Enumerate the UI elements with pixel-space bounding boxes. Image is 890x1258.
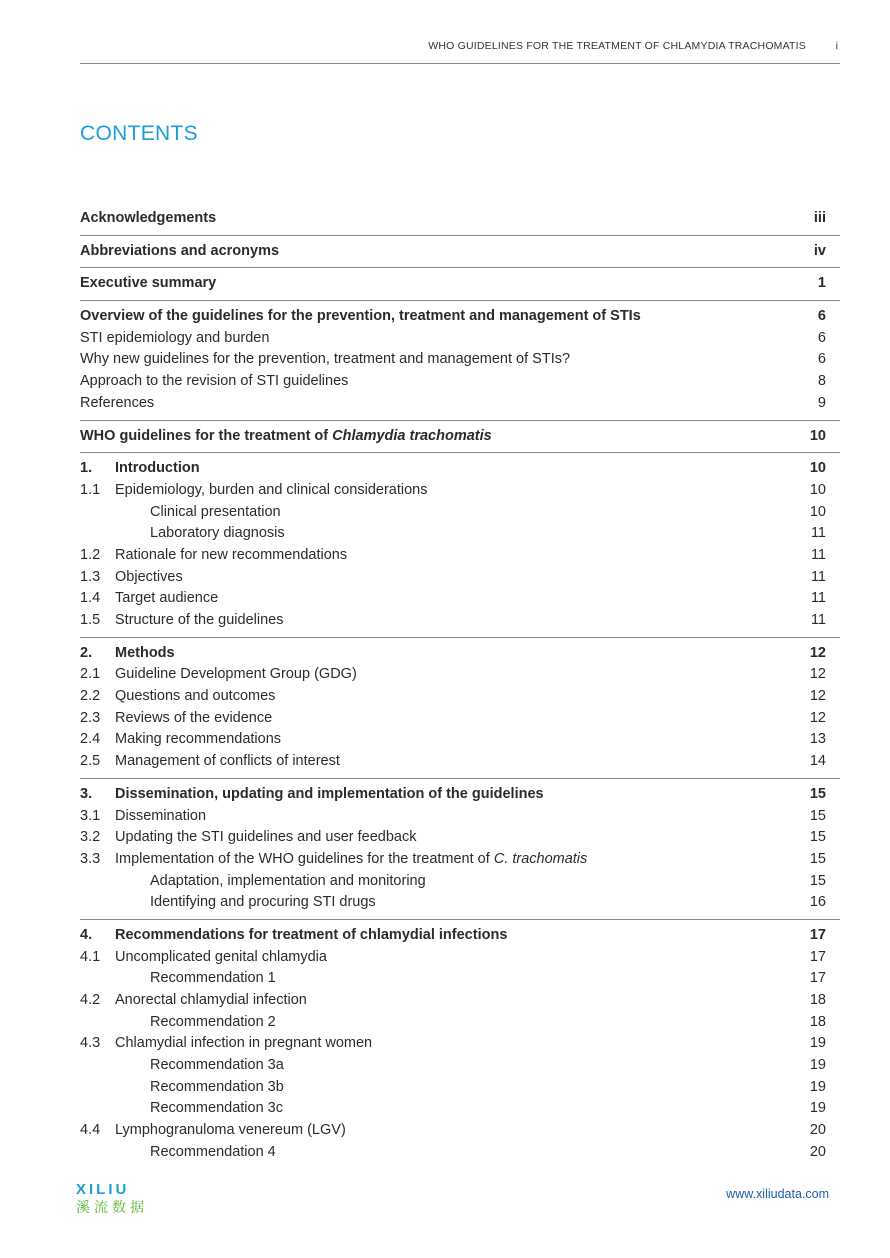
- toc-entry-page: 10: [809, 481, 826, 498]
- toc-entry-title: [115, 925, 786, 947]
- toc-entry-title-text: Why new guidelines for the prevention, treatment and management of STIs?: [80, 351, 571, 368]
- toc-entry-page: 20: [809, 1143, 826, 1160]
- toc-entry-page: 13: [809, 731, 826, 748]
- toc-entry[interactable]: [80, 545, 840, 567]
- toc-entry-page: 15: [809, 785, 826, 802]
- toc-entry-number: 1.: [80, 460, 93, 477]
- toc-entry-title: [115, 1033, 786, 1055]
- toc-entry-title: [115, 806, 786, 828]
- toc-entry-title-text: Dissemination, updating and implementation of the guidelines: [115, 785, 544, 802]
- toc-entry-title-text: Target audience: [115, 590, 219, 607]
- toc-entry-number: 3.3: [80, 850, 101, 867]
- toc-entry-title: [115, 1142, 786, 1164]
- toc-entry-title-text: Objectives: [115, 568, 183, 585]
- toc-entry-title: [115, 480, 786, 502]
- toc-entry[interactable]: [80, 371, 840, 393]
- xiliu-logo: [76, 1180, 166, 1216]
- toc-entry-number: 4.2: [80, 992, 101, 1008]
- toc-entry[interactable]: [80, 328, 840, 350]
- toc-entry[interactable]: [80, 686, 840, 708]
- toc-entry-title: [115, 990, 786, 1012]
- toc-entry-title: [115, 523, 786, 545]
- toc-entry-title-text: References: [80, 394, 155, 411]
- toc-entry-number: 2.2: [80, 688, 101, 705]
- toc-entry-number: 2.5: [80, 753, 101, 770]
- toc-entry-number: 3.2: [80, 829, 101, 846]
- toc-entry-page: 18: [809, 1013, 826, 1030]
- toc-entry-title: [115, 1012, 786, 1034]
- toc-entry-title-text: Clinical presentation: [150, 503, 281, 520]
- toc-entry-title: [115, 502, 786, 524]
- toc-entry[interactable]: [80, 729, 840, 751]
- toc-entry-title: [115, 686, 786, 708]
- toc-entry-title-text: Recommendation 4: [150, 1143, 276, 1160]
- toc-entry[interactable]: [80, 588, 840, 610]
- toc-entry[interactable]: [80, 523, 840, 545]
- toc-entry-title-text: Acknowledgements: [80, 210, 217, 226]
- toc-entry-title-text: Making recommendations: [115, 731, 282, 748]
- toc-heading-entry[interactable]: [80, 241, 840, 263]
- toc-entry-title-text: Updating the STI guidelines and user feedback: [115, 829, 417, 846]
- toc-heading-entry[interactable]: [80, 643, 840, 665]
- toc-entry-page: 11: [810, 568, 826, 585]
- toc-entry-title-text: Rationale for new recommendations: [115, 546, 348, 563]
- toc-entry-title: [115, 968, 786, 990]
- toc-entry-title: [80, 208, 786, 230]
- toc-entry-title-text: Approach to the revision of STI guidelines: [80, 373, 349, 390]
- toc-entry-title: [115, 849, 786, 871]
- toc-entry-title: [80, 371, 786, 393]
- toc-entry-page: 20: [809, 1122, 826, 1139]
- toc-section: [80, 638, 840, 779]
- toc-entry-title: [80, 393, 786, 415]
- toc-entry[interactable]: [80, 1012, 840, 1034]
- contents-title: CONTENTS: [80, 122, 198, 145]
- toc-entry-page: 15: [809, 850, 826, 867]
- toc-entry-page: 12: [809, 644, 826, 661]
- toc-entry[interactable]: [80, 806, 840, 828]
- toc-entry[interactable]: [80, 480, 840, 502]
- toc-entry[interactable]: [80, 751, 840, 773]
- toc-entry-page: 6: [817, 308, 826, 325]
- toc-entry-page: 12: [809, 709, 826, 726]
- running-header: [80, 38, 840, 56]
- toc-entry-number: 1.1: [80, 481, 101, 498]
- toc-entry[interactable]: [80, 393, 840, 415]
- table-of-contents: [80, 205, 840, 1169]
- toc-entry[interactable]: [80, 349, 840, 371]
- toc-entry-number: 1.2: [80, 546, 101, 563]
- toc-entry-title: [115, 708, 786, 730]
- toc-entry-title-text: STI epidemiology and burden: [80, 329, 270, 346]
- toc-entry[interactable]: [80, 1098, 840, 1120]
- toc-entry[interactable]: [80, 502, 840, 524]
- toc-entry-page: 1: [817, 275, 826, 292]
- toc-entry-title-text: Recommendation 3c: [150, 1100, 283, 1117]
- header-title: WHO GUIDELINES FOR THE TREATMENT OF CHLAMYDIA TRACHOMATIS: [428, 40, 806, 52]
- toc-entry[interactable]: [80, 664, 840, 686]
- toc-entry-title-text: Recommendation 3a: [150, 1057, 284, 1074]
- toc-entry-number: 2.3: [80, 709, 101, 726]
- toc-entry[interactable]: [80, 871, 840, 893]
- toc-entry-page: 19: [809, 1057, 826, 1074]
- toc-entry-page: 17: [809, 948, 826, 965]
- toc-entry-title-text: Laboratory diagnosis: [150, 525, 285, 542]
- toc-heading-entry[interactable]: [80, 306, 840, 328]
- toc-entry-title-text: Dissemination: [115, 807, 207, 824]
- toc-entry-number: 2.: [80, 644, 93, 661]
- toc-entry-title: [115, 1077, 786, 1099]
- toc-entry-page: 19: [809, 1078, 826, 1095]
- toc-entry-title: [80, 241, 786, 263]
- toc-entry-title-text: Recommendation 1: [150, 970, 276, 987]
- toc-entry-page: iv: [813, 242, 826, 259]
- toc-entry-number: 4.1: [80, 948, 101, 965]
- toc-entry-page: 14: [809, 753, 826, 770]
- toc-section: [80, 301, 840, 420]
- toc-entry-title-text: Guideline Development Group (GDG): [115, 666, 357, 683]
- toc-heading-entry[interactable]: [80, 458, 840, 480]
- toc-entry-title-text: Lymphogranuloma venereum (LGV): [115, 1122, 346, 1139]
- toc-entry-title: [80, 426, 786, 448]
- toc-entry-page: 11: [810, 525, 826, 542]
- toc-entry-title-text: Executive summary: [80, 275, 217, 292]
- toc-entry-number: 4.3: [80, 1035, 101, 1052]
- toc-entry-page: 11: [810, 546, 826, 563]
- toc-entry[interactable]: [80, 968, 840, 990]
- toc-entry[interactable]: [80, 610, 840, 632]
- toc-entry-title-text: Methods: [115, 644, 175, 661]
- toc-entry-title: [80, 306, 786, 328]
- toc-entry-title-text: Chlamydial infection in pregnant women: [115, 1035, 373, 1052]
- toc-entry-title: [115, 1055, 786, 1077]
- toc-entry-title: [115, 947, 786, 969]
- toc-entry-title: [80, 273, 786, 295]
- toc-entry-title-text: Recommendations for treatment of chlamydial infections: [115, 926, 508, 943]
- toc-entry[interactable]: [80, 1055, 840, 1077]
- toc-entry-title: [80, 328, 786, 350]
- toc-entry-page: 11: [810, 612, 826, 628]
- toc-entry-page: 15: [809, 829, 826, 846]
- toc-section: [80, 421, 840, 454]
- toc-section: [80, 205, 840, 236]
- toc-entry-page: 15: [809, 872, 826, 889]
- toc-entry-title: [115, 751, 786, 773]
- toc-entry-title-text: Introduction: [115, 460, 200, 477]
- toc-entry-title-text: Implementation of the WHO guidelines for the treatment of: [115, 850, 494, 867]
- toc-entry-title-italic: Chlamydia trachomatis: [332, 427, 492, 444]
- toc-entry-title: [115, 729, 786, 751]
- toc-entry[interactable]: [80, 1142, 840, 1164]
- toc-entry-title: [115, 784, 786, 806]
- toc-entry-page: 10: [809, 427, 826, 444]
- header-divider: [80, 63, 840, 64]
- toc-entry-title: [115, 458, 786, 480]
- toc-entry-number: 2.1: [80, 666, 101, 683]
- toc-entry-page: 18: [809, 992, 826, 1008]
- toc-entry[interactable]: [80, 947, 840, 969]
- toc-entry-page: 10: [809, 503, 826, 520]
- toc-entry-title-text: Management of conflicts of interest: [115, 753, 340, 770]
- toc-section: [80, 453, 840, 638]
- toc-entry-page: iii: [813, 210, 826, 226]
- toc-entry-page: 12: [809, 688, 826, 705]
- toc-entry-number: 3.1: [80, 807, 101, 824]
- toc-entry-title-text: Abbreviations and acronyms: [80, 242, 280, 259]
- toc-section: [80, 920, 840, 1169]
- toc-entry-title-text: WHO guidelines for the treatment of: [80, 427, 333, 444]
- toc-entry-title: [115, 871, 786, 893]
- toc-entry[interactable]: [80, 849, 840, 871]
- toc-heading-entry[interactable]: [80, 208, 840, 230]
- toc-heading-entry[interactable]: [80, 426, 840, 448]
- toc-entry-title: [115, 1120, 786, 1142]
- toc-heading-entry[interactable]: [80, 925, 840, 947]
- toc-entry-title: [80, 349, 786, 371]
- toc-entry[interactable]: [80, 892, 840, 914]
- toc-entry[interactable]: [80, 990, 840, 1012]
- toc-entry-number: 4.4: [80, 1122, 101, 1139]
- toc-entry-title: [115, 567, 786, 589]
- toc-section: [80, 268, 840, 301]
- header-page-number: i: [835, 40, 838, 52]
- toc-entry-title-text: Epidemiology, burden and clinical considerations: [115, 481, 428, 498]
- toc-entry-title: [115, 892, 786, 914]
- toc-entry-number: 1.5: [80, 612, 101, 628]
- toc-entry-page: 6: [817, 351, 826, 368]
- toc-entry[interactable]: [80, 1077, 840, 1099]
- toc-entry-page: 17: [809, 970, 826, 987]
- toc-entry[interactable]: [80, 1120, 840, 1142]
- toc-entry-page: 19: [809, 1100, 826, 1117]
- toc-entry-title: [115, 1098, 786, 1120]
- toc-entry-title: [115, 643, 786, 665]
- toc-entry-page: 8: [817, 373, 826, 390]
- toc-entry-title-text: Uncomplicated genital chlamydia: [115, 948, 327, 965]
- toc-entry-title: [115, 664, 786, 686]
- toc-entry[interactable]: [80, 827, 840, 849]
- toc-entry-title: [115, 588, 786, 610]
- toc-entry-title-text: Anorectal chlamydial infection: [115, 992, 307, 1008]
- footer-url-link[interactable]: www.xiliudata.com: [726, 1187, 829, 1201]
- toc-entry-page: 6: [817, 329, 826, 346]
- toc-entry-number: 3.: [80, 785, 93, 802]
- toc-section: [80, 779, 840, 920]
- svg-text:溪流数据: 溪流数据: [76, 1200, 148, 1216]
- toc-entry[interactable]: [80, 1033, 840, 1055]
- toc-entry-title-text: Overview of the guidelines for the prevention, treatment and management of STIs: [80, 308, 641, 325]
- toc-entry-title-text: Questions and outcomes: [115, 688, 276, 705]
- toc-entry-page: 17: [809, 926, 826, 943]
- toc-entry-title: [115, 545, 786, 567]
- toc-entry-page: 19: [809, 1035, 826, 1052]
- toc-entry-page: 9: [817, 394, 826, 411]
- toc-entry-number: 1.3: [80, 568, 101, 585]
- toc-entry-page: 15: [809, 807, 826, 824]
- toc-entry-title-text: Adaptation, implementation and monitoring: [150, 872, 426, 889]
- toc-entry[interactable]: [80, 708, 840, 730]
- toc-entry[interactable]: [80, 567, 840, 589]
- toc-entry-page: 16: [809, 894, 826, 911]
- toc-entry-title-italic: C. trachomatis: [493, 850, 588, 867]
- toc-entry-number: 1.4: [80, 590, 101, 607]
- svg-text:XILIU: XILIU: [76, 1181, 130, 1198]
- toc-entry-page: 10: [809, 460, 826, 477]
- toc-entry-title-text: Identifying and procuring STI drugs: [150, 894, 376, 911]
- toc-entry-number: 4.: [80, 926, 93, 943]
- toc-heading-entry[interactable]: [80, 273, 840, 295]
- toc-heading-entry[interactable]: [80, 784, 840, 806]
- toc-entry-number: 2.4: [80, 731, 101, 748]
- toc-entry-title-text: Recommendation 2: [150, 1013, 276, 1030]
- toc-entry-title-text: Structure of the guidelines: [115, 612, 284, 628]
- toc-entry-page: 12: [809, 666, 826, 683]
- toc-section: [80, 236, 840, 269]
- toc-entry-title-text: Reviews of the evidence: [115, 709, 273, 726]
- toc-entry-title-text: Recommendation 3b: [150, 1078, 284, 1095]
- xiliu-logo-mark: [76, 1180, 166, 1216]
- toc-entry-title: [115, 827, 786, 849]
- toc-entry-title: [115, 610, 786, 632]
- toc-entry-page: 11: [810, 590, 826, 607]
